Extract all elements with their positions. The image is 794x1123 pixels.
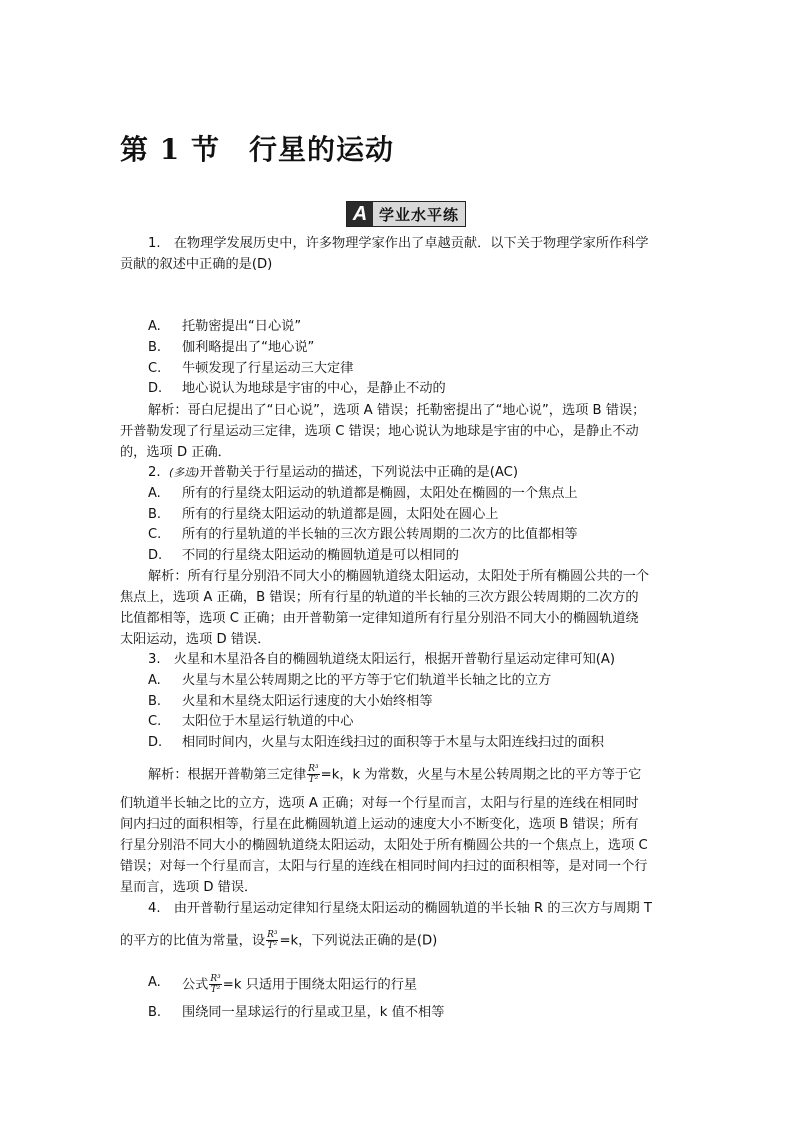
fraction-numerator: R³	[267, 930, 278, 940]
q4-stem-pre: 的平方的比值为常量，设	[120, 933, 266, 949]
q3-analysis-line4: 行星分别沿不同大小的椭圆轨道绕太阳运动，太阳处于所有椭圆公共的一个焦点上，选项 C	[120, 838, 648, 853]
q1-option-d-label: D.	[148, 381, 163, 396]
q3-option-a-text: 火星与木星公转周期之比的平方等于它们轨道半长轴之比的立方	[182, 673, 552, 688]
q4-option-a-fraction	[209, 974, 221, 995]
q2-analysis-line3: 比值都相等，选项 C 正确；由开普勒第一定律知道所有行星分别沿不同大小的椭圆轨道绕	[120, 611, 639, 626]
q2-option-b-text: 所有的行星绕太阳运动的轨道都是圆，太阳处在圆心上	[182, 507, 499, 522]
fraction-denominator: T²	[210, 985, 221, 995]
q4-stem-line1: 4. 由开普勒行星运动定律知行星绕太阳运动的椭圆轨道的半长轴 R 的三次方与周期 T	[148, 901, 652, 916]
badge-text: 学业水平练	[373, 202, 465, 226]
q2-option-a-text: 所有的行星绕太阳运动的轨道都是椭圆，太阳处在椭圆的一个焦点上	[182, 486, 578, 501]
q3-analysis-line2: 们轨道半长轴之比的立方，选项 A 正确；对每一个行星而言，太阳与行星的连线在相同时	[120, 796, 639, 811]
q4-option-a-text	[182, 974, 417, 995]
q1-stem-line2: 贡献的叙述中正确的是(D)	[120, 257, 273, 272]
badge-letter: A	[347, 202, 373, 226]
q2-stem-text: 开普勒关于行星运动的描述，下列说法中正确的是(AC)	[199, 465, 518, 480]
q2-analysis-line4: 太阳运动，选项 D 错误．	[120, 632, 271, 647]
q2-analysis-line1: 解析：所有行星分别沿不同大小的椭圆轨道绕太阳运动，太阳处于所有椭圆公共的一个	[148, 569, 650, 584]
q1-option-b-label: B.	[148, 340, 162, 355]
q3-analysis-line1	[148, 764, 641, 785]
q4-option-a-pre: 公式	[182, 977, 209, 993]
q1-stem-line1: 1. 在物理学发展历史中，许多物理学家作出了卓越贡献．以下关于物理学家所作科学	[148, 236, 649, 251]
q2-stem	[148, 464, 518, 482]
q1-option-d-text: 地心说认为地球是宇宙的中心，是静止不动的	[182, 381, 446, 396]
fraction-denominator: T²	[308, 775, 319, 785]
q3-analysis-line6: 星而言，选项 D 错误．	[120, 880, 258, 895]
fraction-denominator: T²	[267, 941, 278, 951]
q2-option-c-text: 所有的行星轨道的半长轴的三次方跟公转周期的二次方的比值都相等	[182, 527, 578, 542]
kepler-formula-fraction	[307, 764, 319, 785]
q2-number: 2.	[148, 465, 161, 480]
q2-multi-select-tag: (多选)	[168, 466, 200, 479]
q1-option-a-text: 托勒密提出“日心说”	[182, 319, 302, 334]
q3-analysis-pre: 解析：根据开普勒第三定律	[148, 767, 307, 783]
q3-option-c-label: C.	[148, 714, 162, 729]
q1-analysis-line1: 解析：哥白尼提出了“日心说”，选项 A 错误；托勒密提出了“地心说”，选项 B 错误；	[148, 403, 646, 418]
q3-option-b-label: B.	[148, 694, 162, 709]
q4-stem-post: =k，下列说法正确的是(D)	[279, 933, 438, 949]
q3-option-b-text: 火星和木星绕太阳运行速度的大小始终相等	[182, 694, 433, 709]
q2-option-d-text: 不同的行星绕太阳运动的椭圆轨道是可以相同的	[182, 548, 459, 563]
q4-option-a-post: =k 只适用于围绕太阳运行的行星	[222, 977, 418, 993]
q1-option-b-text: 伽利略提出了“地心说”	[182, 340, 315, 355]
q4-stem-line2	[120, 930, 437, 951]
page-title: 第 1 节 行星的运动	[120, 133, 394, 166]
q2-option-b-label: B.	[148, 507, 162, 522]
q1-option-c-label: C.	[148, 361, 162, 376]
q3-analysis-line3: 间内扫过的面积相等，行星在此椭圆轨道上运动的速度大小不断变化，选项 B 错误；所有	[120, 817, 639, 832]
q3-analysis-post: =k，k 为常数，火星与木星公转周期之比的平方等于它	[320, 767, 642, 783]
q3-analysis-line5: 错误；对每一个行星而言，太阳与行星的连线在相同时间内扫过的面积相等，是对同一个行	[120, 859, 648, 874]
q2-option-c-label: C.	[148, 527, 162, 542]
q3-stem: 3. 火星和木星沿各自的椭圆轨道绕太阳运行，根据开普勒行星运动定律可知(A)	[148, 652, 616, 667]
q4-formula-fraction	[266, 930, 278, 951]
q1-option-a-label: A.	[148, 319, 161, 334]
fraction-numerator: R³	[210, 974, 221, 984]
q2-option-d-label: D.	[148, 548, 163, 563]
q4-option-b-text: 围绕同一星球运行的行星或卫星，k 值不相等	[182, 1005, 445, 1020]
q3-option-d-text: 相同时间内，火星与太阳连线扫过的面积等于木星与太阳连线扫过的面积	[182, 735, 604, 750]
q2-option-a-label: A.	[148, 486, 161, 501]
section-badge	[346, 201, 466, 227]
q2-analysis-line2: 焦点上，选项 A 正确，B 错误；所有行星的轨道的半长轴的三次方跟公转周期的二次方的	[120, 590, 639, 605]
q1-analysis-line3: 的，选项 D 正确．	[120, 445, 231, 460]
q4-option-a-label: A.	[148, 975, 161, 990]
q3-option-a-label: A.	[148, 673, 161, 688]
q1-analysis-line2: 开普勒发现了行星运动三定律，选项 C 错误；地心说认为地球是宇宙的中心，是静止不动	[120, 424, 639, 439]
fraction-numerator: R³	[308, 764, 319, 774]
q3-option-c-text: 太阳位于木星运行轨道的中心	[182, 714, 354, 729]
q3-option-d-label: D.	[148, 735, 163, 750]
q4-option-b-label: B.	[148, 1005, 162, 1020]
q1-option-c-text: 牛顿发现了行星运动三大定律	[182, 361, 354, 376]
